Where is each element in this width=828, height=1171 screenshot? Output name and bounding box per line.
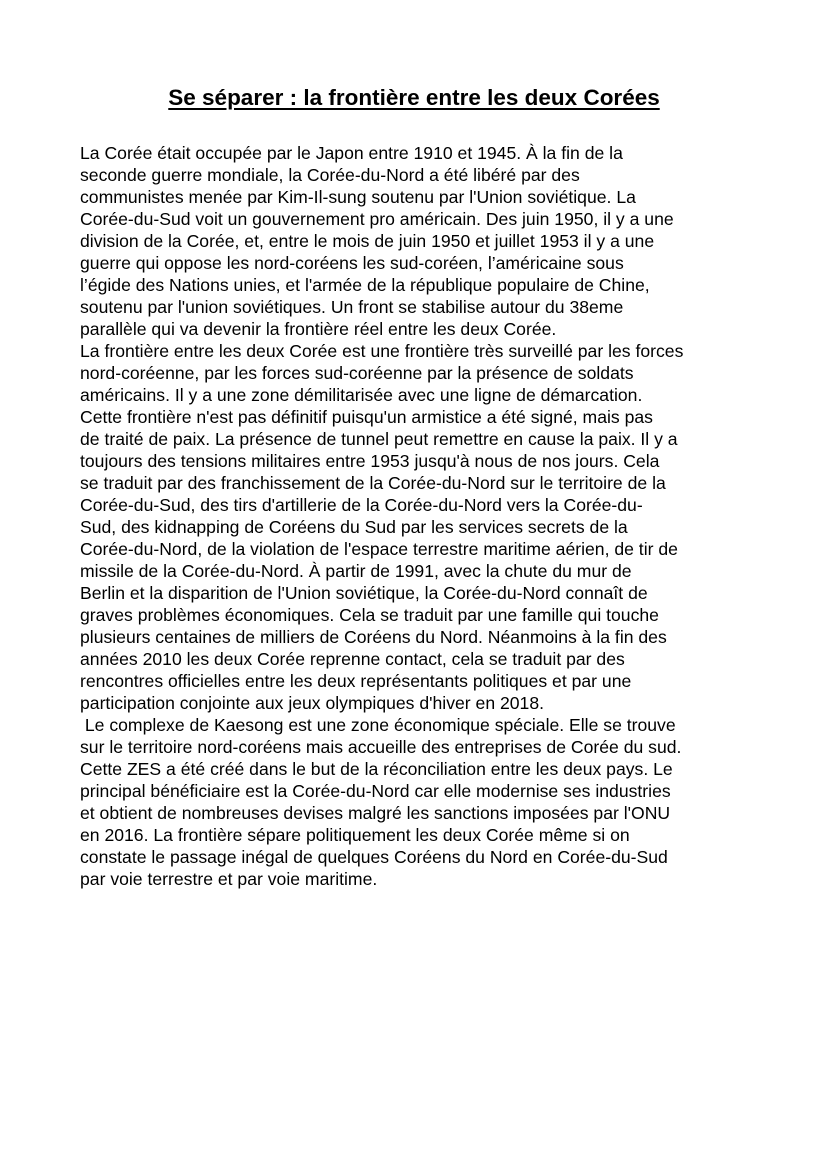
text-line: et obtient de nombreuses devises malgré les sanctions imposées par l'ONU [80,803,671,823]
text-line: La frontière entre les deux Corée est une frontière très surveillé par les forces [80,341,684,361]
text-line: missile de la Corée-du-Nord. À partir de 1991, avec la chute du mur de [80,561,632,581]
document-body [80,142,760,890]
text-line: en 2016. La frontière sépare politiquement les deux Corée même si on [80,825,630,845]
text-line: toujours des tensions militaires entre 1953 jusqu'à nous de nos jours. Cela [80,451,660,471]
text-line: division de la Corée, et, entre le mois de juin 1950 et juillet 1953 il y a une [80,231,655,251]
text-line: sur le territoire nord-coréens mais accueille des entreprises de Corée du sud. [80,737,682,757]
text-line: parallèle qui va devenir la frontière réel entre les deux Corée. [80,319,557,339]
text-line: graves problèmes économiques. Cela se traduit par une famille qui touche [80,605,659,625]
text-line: Le complexe de Kaesong est une zone économique spéciale. Elle se trouve [80,715,676,735]
text-line: par voie terrestre et par voie maritime. [80,869,378,889]
text-line: Cette frontière n'est pas définitif puisqu'un armistice a été signé, mais pas [80,407,653,427]
text-line: Cette ZES a été créé dans le but de la réconciliation entre les deux pays. Le [80,759,673,779]
text-line: soutenu par l'union soviétiques. Un front se stabilise autour du 38eme [80,297,624,317]
text-line: seconde guerre mondiale, la Corée-du-Nord a été libéré par des [80,165,580,185]
text-line: communistes menée par Kim-Il-sung soutenu par l'Union soviétique. La [80,187,636,207]
text-line: La Corée était occupée par le Japon entre 1910 et 1945. À la fin de la [80,143,623,163]
text-line: Berlin et la disparition de l'Union soviétique, la Corée-du-Nord connaît de [80,583,648,603]
text-line: américains. Il y a une zone démilitarisée avec une ligne de démarcation. [80,385,643,405]
text-line: rencontres officielles entre les deux représentants politiques et par une [80,671,632,691]
text-line: principal bénéficiaire est la Corée-du-Nord car elle modernise ses industries [80,781,671,801]
text-line: Corée-du-Sud voit un gouvernement pro américain. Des juin 1950, il y a une [80,209,674,229]
text-line: de traité de paix. La présence de tunnel peut remettre en cause la paix. Il y a [80,429,678,449]
text-line: années 2010 les deux Corée reprenne contact, cela se traduit par des [80,649,625,669]
text-line: plusieurs centaines de milliers de Coréens du Nord. Néanmoins à la fin des [80,627,667,647]
text-line: guerre qui oppose les nord-coréens les sud-coréen, l’américaine sous [80,253,624,273]
text-line: Corée-du-Nord, de la violation de l'espace terrestre maritime aérien, de tir de [80,539,678,559]
text-line: participation conjointe aux jeux olympiques d'hiver en 2018. [80,693,545,713]
text-line: Corée-du-Sud, des tirs d'artillerie de la Corée-du-Nord vers la Corée-du- [80,495,643,515]
text-line: Sud, des kidnapping de Coréens du Sud par les services secrets de la [80,517,628,537]
text-line: l’égide des Nations unies, et l'armée de la république populaire de Chine, [80,275,650,295]
text-line: nord-coréenne, par les forces sud-coréenne par la présence de soldats [80,363,634,383]
text-line: constate le passage inégal de quelques Coréens du Nord en Corée-du-Sud [80,847,668,867]
document-title: Se séparer : la frontière entre les deux Corées [168,85,660,110]
text-line: se traduit par des franchissement de la Corée-du-Nord sur le territoire de la [80,473,666,493]
